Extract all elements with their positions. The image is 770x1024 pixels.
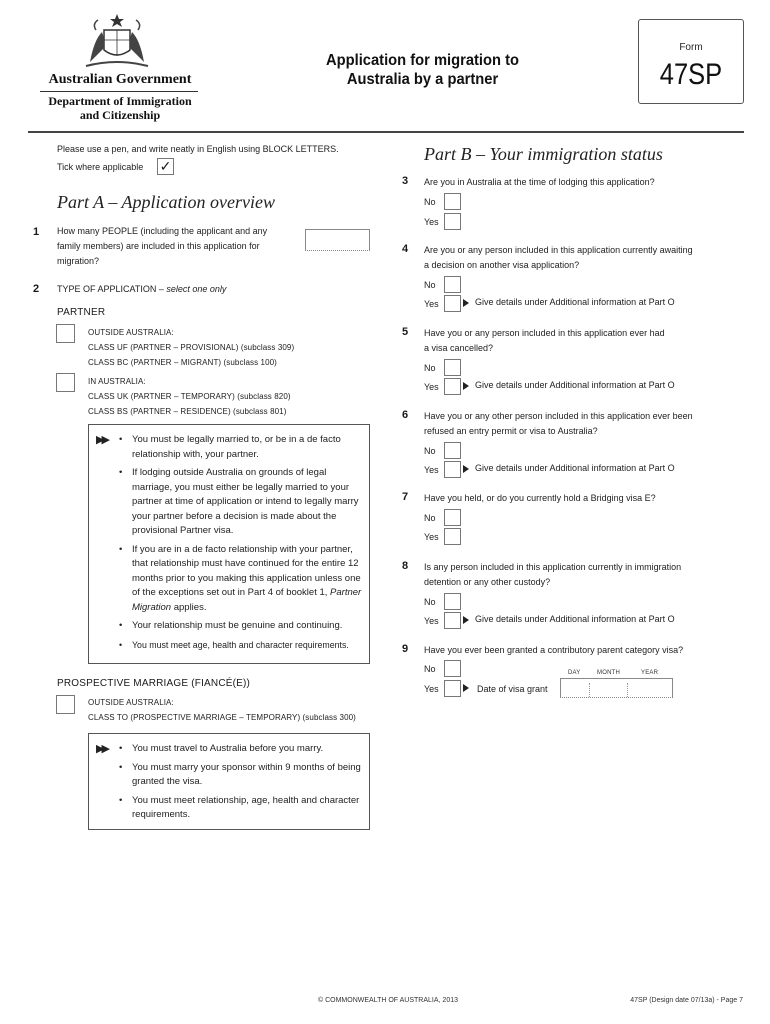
prospective-note-item: • You must travel to Australia before you marry. (119, 742, 365, 757)
q8-no-checkbox[interactable] (444, 593, 461, 610)
question-5-line2: a visa cancelled? (424, 343, 494, 353)
question-6-number: 6 (402, 409, 409, 421)
partner-note-item: • You must be legally married to, or be in a de facto relationship with, your partner. (119, 433, 365, 462)
q7-yes-checkbox[interactable] (444, 528, 461, 545)
q8-yes-checkbox[interactable] (444, 612, 461, 629)
footer-copyright: © COMMONWEALTH OF AUSTRALIA, 2013 (318, 997, 458, 1004)
partner-outside-checkbox[interactable] (56, 324, 75, 343)
question-2-hint: select one only (166, 284, 227, 294)
q8-give-details: Give details under Additional information at Part O (475, 614, 675, 624)
question-6-line1: Have you or any other person included in this application ever been (424, 411, 693, 421)
arrow-right-icon (463, 616, 469, 624)
q4-yes-checkbox[interactable] (444, 295, 461, 312)
question-9-number: 9 (402, 643, 409, 655)
arrow-right-icon (463, 465, 469, 473)
form-title-line2: Australia by a partner (346, 71, 499, 88)
q9-yes-label: Yes (424, 684, 439, 694)
form-title-line1: Application for migration to (326, 52, 519, 69)
crest-emblem (82, 12, 152, 72)
q8-no-label: No (424, 597, 436, 607)
logo-government-name: Australian Government (48, 72, 192, 87)
q6-yes-label: Yes (424, 465, 439, 475)
question-1-line3: migration? (57, 256, 100, 266)
prospective-note-item: • You must meet relationship, age, health and character requirements. (119, 794, 365, 823)
visa-grant-date-input[interactable] (560, 678, 673, 698)
arrow-right-icon (463, 382, 469, 390)
people-count-input[interactable] (305, 229, 370, 251)
logo-department-line1: Department of Immigration (48, 94, 192, 108)
partner-inside-class1: CLASS UK (PARTNER – TEMPORARY) (subclass 820) (88, 392, 291, 401)
partner-note-item: • Your relationship must be genuine and continuing. (119, 619, 365, 634)
question-5-number: 5 (402, 326, 409, 338)
question-8-line1: Is any person included in this application currently in immigration (424, 562, 682, 572)
prospective-checkbox[interactable] (56, 695, 75, 714)
date-separator (589, 683, 590, 697)
q9-yes-checkbox[interactable] (444, 680, 461, 697)
partner-heading: PARTNER (57, 307, 106, 318)
prospective-marriage-heading: PROSPECTIVE MARRIAGE (FIANCÉ(E)) (57, 678, 251, 689)
partner-notes-list (119, 433, 365, 656)
partner-outside-label: OUTSIDE AUSTRALIA: (88, 328, 174, 337)
question-4-line2: a decision on another visa application? (424, 260, 580, 270)
prospective-class1: CLASS TO (PROSPECTIVE MARRIAGE – TEMPORARY) (subclass 300) (88, 713, 356, 722)
q7-no-checkbox[interactable] (444, 509, 461, 526)
q3-yes-checkbox[interactable] (444, 213, 461, 230)
prospective-notes-list (119, 742, 365, 827)
q5-no-label: No (424, 363, 436, 373)
question-5-line1: Have you or any person included in this application ever had (424, 328, 665, 338)
question-9-text: Have you ever been granted a contributory parent category visa? (424, 645, 684, 655)
arrow-right-icon (463, 299, 469, 307)
q9-no-label: No (424, 664, 436, 674)
partner-note-item: • You must meet age, health and character requirements. (119, 638, 365, 653)
tick-instruction-label: Tick where applicable (57, 162, 144, 172)
partner-inside-class2: CLASS BS (PARTNER – RESIDENCE) (subclass 801) (88, 407, 287, 416)
q9-date-label: Date of visa grant (477, 684, 548, 694)
q5-yes-label: Yes (424, 382, 439, 392)
question-4-number: 4 (402, 243, 409, 255)
date-separator (627, 683, 628, 697)
date-year-label: YEAR (641, 670, 659, 676)
fast-forward-icon: ▶▶ (96, 434, 107, 446)
q3-yes-label: Yes (424, 217, 439, 227)
question-4-line1: Are you or any person included in this application currently awaiting (424, 245, 693, 255)
q3-no-checkbox[interactable] (444, 193, 461, 210)
logo-department-line2: and Citizenship (79, 108, 161, 122)
instructions-text: Please use a pen, and write neatly in English using BLOCK LETTERS. (57, 144, 339, 154)
question-1-line2: family members) are included in this application for (57, 241, 260, 251)
question-1-number: 1 (33, 226, 40, 238)
q7-yes-label: Yes (424, 532, 439, 542)
q6-yes-checkbox[interactable] (444, 461, 461, 478)
prospective-note-item: • You must marry your sponsor within 9 months of being granted the visa. (119, 761, 365, 790)
partner-outside-class1: CLASS UF (PARTNER – PROVISIONAL) (subclass 309) (88, 343, 295, 352)
part-a-title: Part A – Application overview (57, 192, 275, 212)
question-1-line1: How many PEOPLE (including the applicant and any (57, 226, 268, 236)
q6-give-details: Give details under Additional information at Part O (475, 463, 675, 473)
partner-inside-label: IN AUSTRALIA: (88, 377, 146, 386)
fast-forward-icon: ▶▶ (96, 743, 107, 755)
q8-yes-label: Yes (424, 616, 439, 626)
question-2-label: TYPE OF APPLICATION – select one only (57, 284, 227, 294)
date-month-label: MONTH (597, 670, 620, 676)
q4-give-details: Give details under Additional information at Part O (475, 297, 675, 307)
q6-no-label: No (424, 446, 436, 456)
question-7-text: Have you held, or do you currently hold a Bridging visa E? (424, 493, 656, 503)
q5-no-checkbox[interactable] (444, 359, 461, 376)
q4-no-label: No (424, 280, 436, 290)
question-3-text: Are you in Australia at the time of lodging this application? (424, 177, 655, 187)
prospective-notes-box (88, 733, 370, 830)
q5-yes-checkbox[interactable] (444, 378, 461, 395)
q4-no-checkbox[interactable] (444, 276, 461, 293)
footer-page-ref: 47SP (Design date 07/13a) - Page 7 (630, 997, 743, 1004)
question-6-line2: refused an entry permit or visa to Australia? (424, 426, 598, 436)
part-b-title: Part B – Your immigration status (424, 144, 663, 164)
logo-divider (40, 91, 198, 92)
date-day-label: DAY (568, 670, 581, 676)
tick-mark-icon: ✓ (159, 158, 172, 174)
q5-give-details: Give details under Additional information at Part O (475, 380, 675, 390)
q9-no-checkbox[interactable] (444, 660, 461, 677)
q4-yes-label: Yes (424, 299, 439, 309)
question-2-number: 2 (33, 283, 40, 295)
partner-notes-box (88, 424, 370, 664)
form-number-box (638, 19, 744, 104)
partner-note-item: • If you are in a de facto relationship with your partner, that relationship must have continued for the entire 12 months prior to you making this application unless one of the exceptions set out in Part 4 of booklet 1, Partner Migration applies. (119, 543, 365, 616)
question-7-number: 7 (402, 491, 409, 503)
prospective-outside-label: OUTSIDE AUSTRALIA: (88, 698, 174, 707)
q6-no-checkbox[interactable] (444, 442, 461, 459)
tick-example-box (157, 158, 174, 175)
q3-no-label: No (424, 197, 436, 207)
question-8-number: 8 (402, 560, 409, 572)
partner-outside-class2: CLASS BC (PARTNER – MIGRANT) (subclass 100) (88, 358, 277, 367)
question-3-number: 3 (402, 175, 409, 187)
partner-note-item: • If lodging outside Australia on grounds of legal marriage, you must either be legally married to your partner at time of application or intend to legally marry your partner before a decision is made about the provisional Partner visa. (119, 466, 365, 539)
booklet-title: Partner Migration (132, 587, 362, 613)
question-8-line2: detention or any other custody? (424, 577, 551, 587)
arrow-right-icon (463, 684, 469, 692)
q7-no-label: No (424, 513, 436, 523)
partner-inside-checkbox[interactable] (56, 373, 75, 392)
header-rule (28, 131, 744, 133)
form-label: Form (679, 42, 703, 53)
form-number: 47SP (659, 58, 723, 91)
